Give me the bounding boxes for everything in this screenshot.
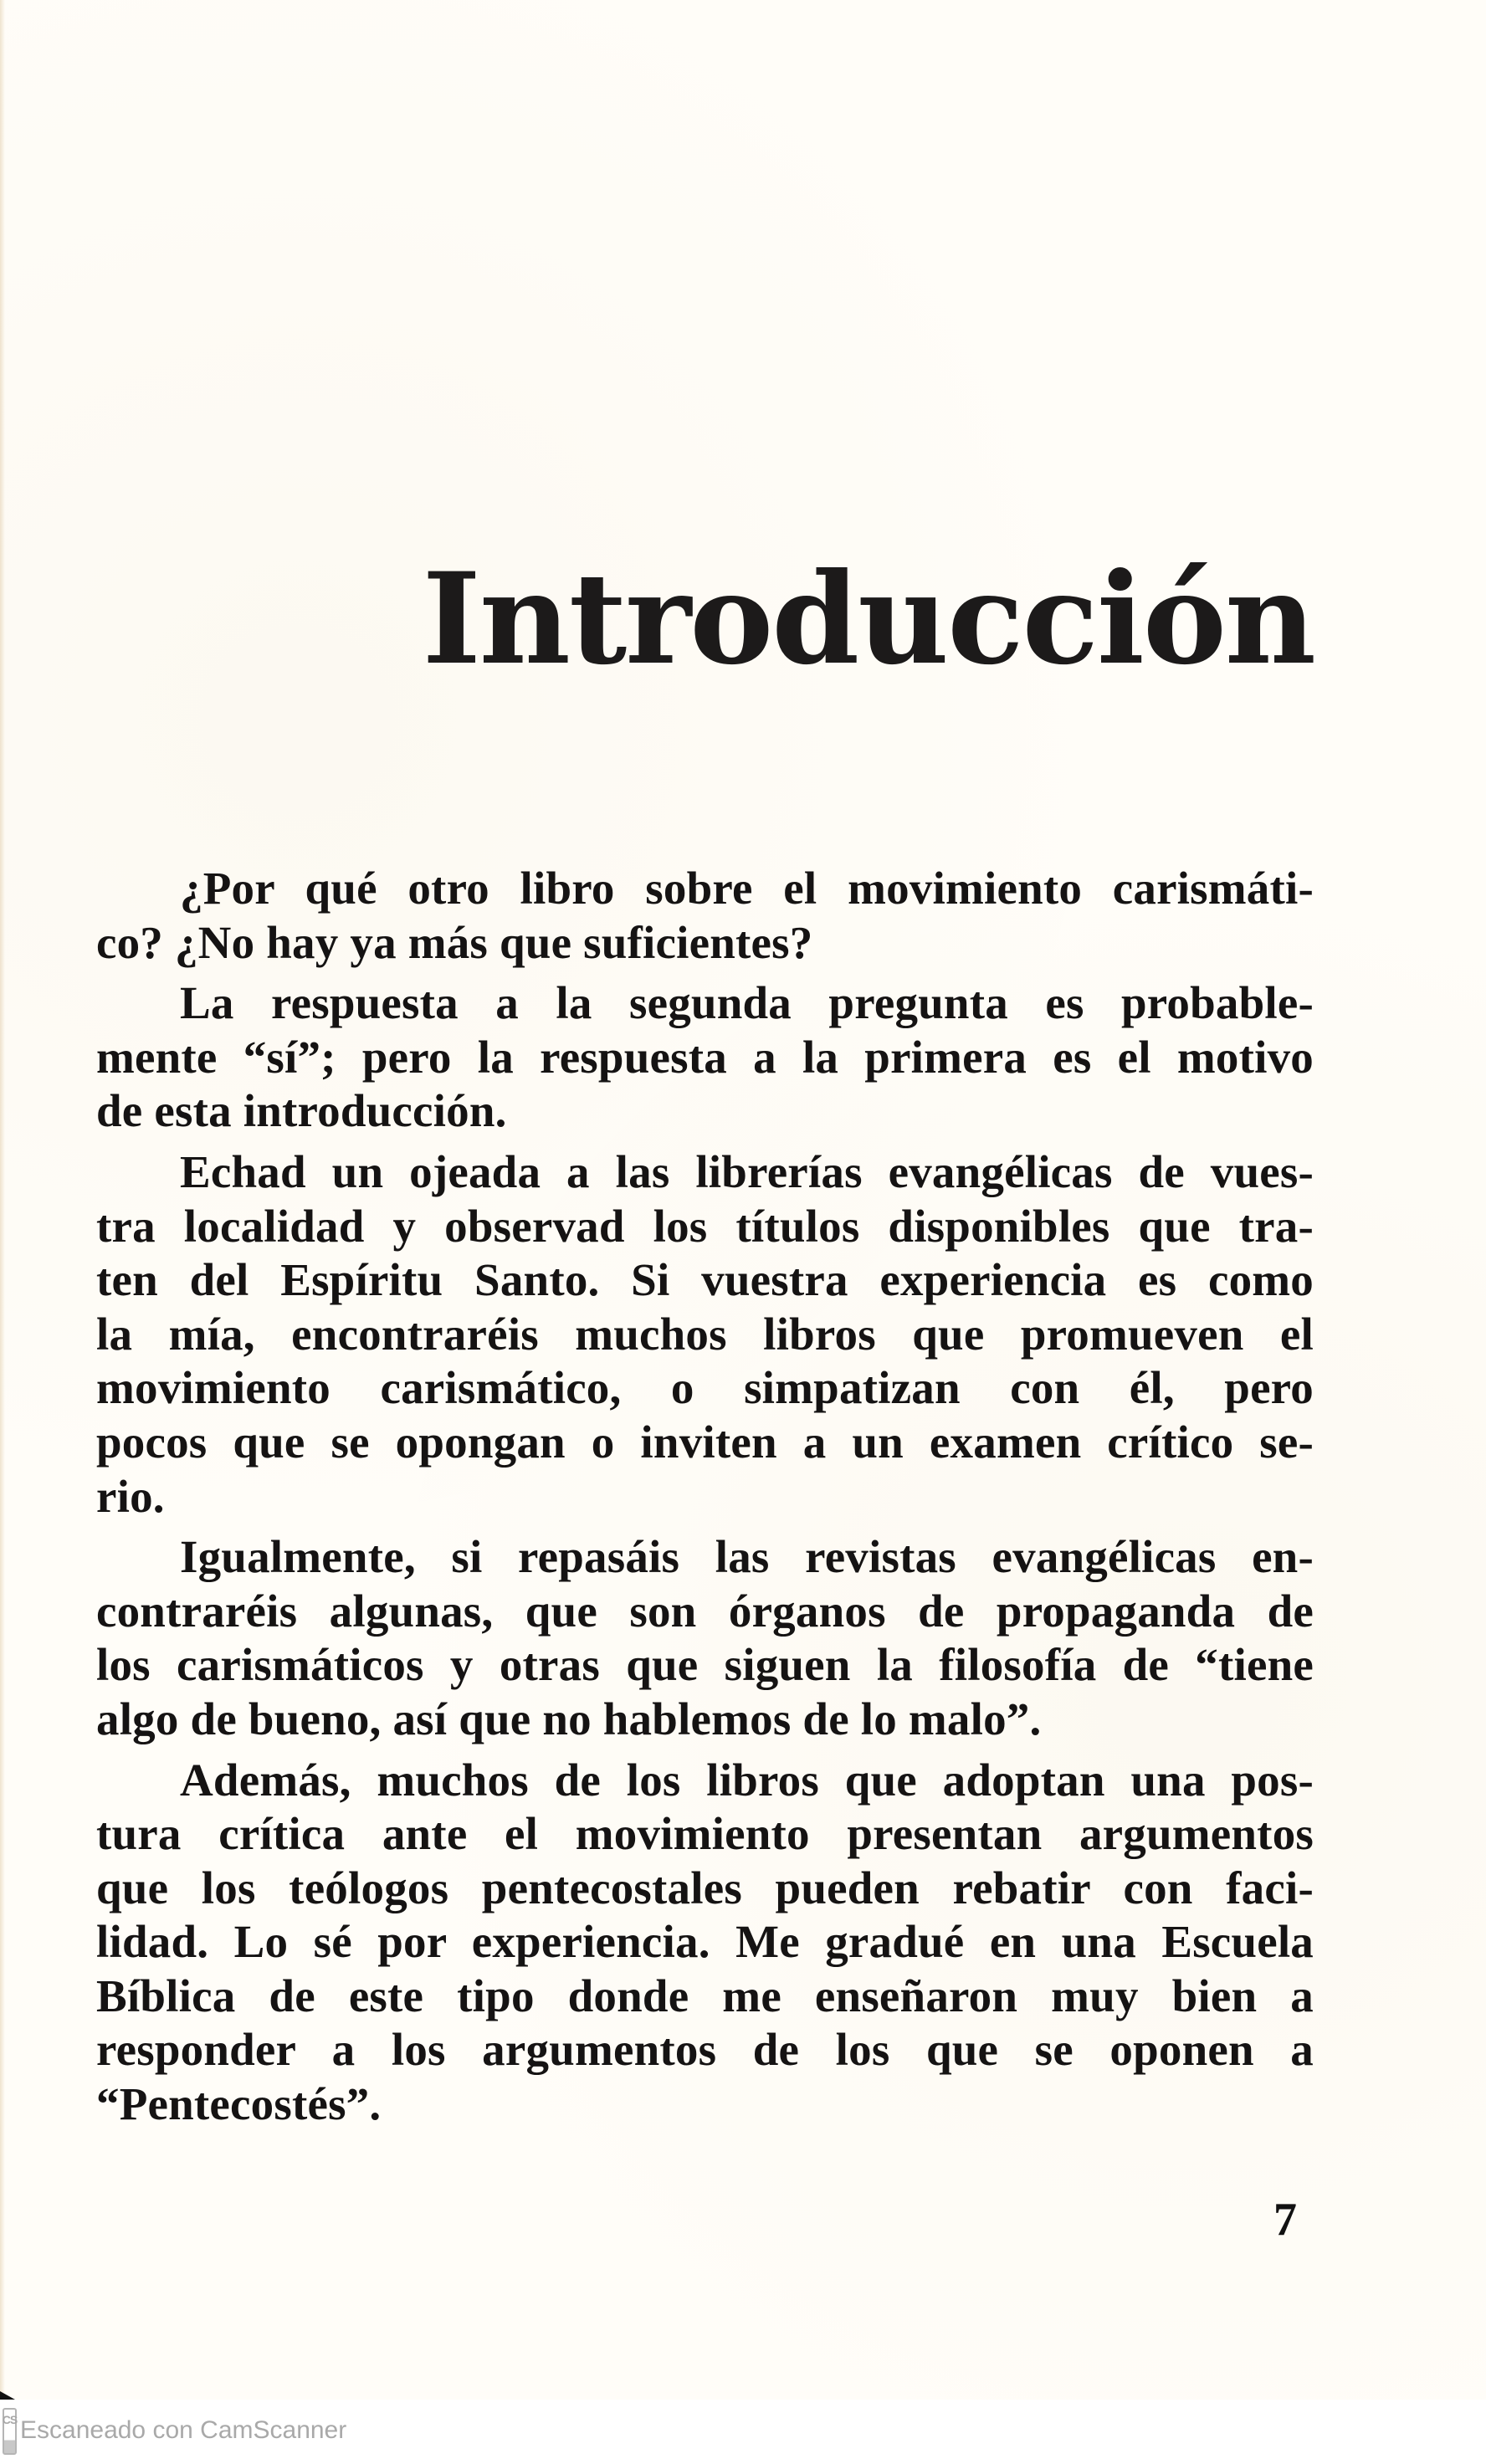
text-line: algo de bueno, así que no hablemos de lo malo”. bbox=[96, 1693, 1042, 1744]
page-number: 7 bbox=[1273, 2194, 1297, 2246]
paragraph-2 bbox=[96, 976, 1314, 1139]
text-line: la mía, encontraréis muchos libros que promueven el bbox=[96, 1308, 1314, 1360]
text-line: movimiento carismático, o simpatizan con él, pero bbox=[96, 1362, 1314, 1414]
text-line: que los teólogos pentecostales pueden rebatir con faci- bbox=[96, 1862, 1314, 1913]
text-line: tura crítica ante el movimiento presentan argumentos bbox=[96, 1808, 1314, 1860]
chapter-title: Introducción bbox=[422, 546, 1314, 693]
camscanner-logo-text: CS bbox=[2, 2413, 18, 2426]
text-line: La respuesta a la segunda pregunta es probable- bbox=[180, 977, 1314, 1029]
text-line: los carismáticos y otras que siguen la filosofía de “tiene bbox=[96, 1639, 1314, 1691]
page-corner-mark bbox=[0, 2391, 15, 2400]
text-line: lidad. Lo sé por experiencia. Me gradué en una Escuela bbox=[96, 1916, 1314, 1968]
text-line: contraréis algunas, que son órganos de propaganda de bbox=[96, 1585, 1314, 1637]
text-line: Además, muchos de los libros que adoptan una pos- bbox=[180, 1754, 1314, 1806]
text-line: Echad un ojeada a las librerías evangélicas de vues- bbox=[180, 1145, 1314, 1197]
text-line: de esta introducción. bbox=[96, 1085, 507, 1137]
text-line: Igualmente, si repasáis las revistas evangélicas en- bbox=[180, 1531, 1314, 1583]
text-line: responder a los argumentos de los que se oponen a bbox=[96, 2024, 1314, 2076]
text-line: ten del Espíritu Santo. Si vuestra experiencia es como bbox=[96, 1254, 1314, 1306]
page-edge-shadow bbox=[0, 0, 5, 2400]
text-line: mente “sí”; pero la respuesta a la primera es el motivo bbox=[96, 1031, 1314, 1083]
camscanner-logo-icon bbox=[3, 2408, 17, 2455]
text-line: rio. bbox=[96, 1470, 165, 1522]
paragraph-3 bbox=[96, 1145, 1314, 1524]
text-line: pocos que se opongan o inviten a un examen crítico se- bbox=[96, 1416, 1314, 1468]
text-line: ¿Por qué otro libro sobre el movimiento carismáti- bbox=[180, 863, 1314, 914]
paragraph-4 bbox=[96, 1530, 1314, 1746]
text-line: “Pentecostés”. bbox=[96, 2078, 382, 2130]
paragraph-5 bbox=[96, 1754, 1314, 2132]
paragraph-1 bbox=[96, 862, 1314, 970]
text-line: tra localidad y observad los títulos disponibles que tra- bbox=[96, 1200, 1314, 1252]
text-line: co? ¿No hay ya más que suficientes? bbox=[96, 916, 813, 968]
text-line: Bíblica de este tipo donde me enseñaron muy bien a bbox=[96, 1970, 1314, 2021]
body-text bbox=[96, 862, 1314, 2139]
scanner-watermark-label: Escaneado con CamScanner bbox=[20, 2416, 347, 2444]
